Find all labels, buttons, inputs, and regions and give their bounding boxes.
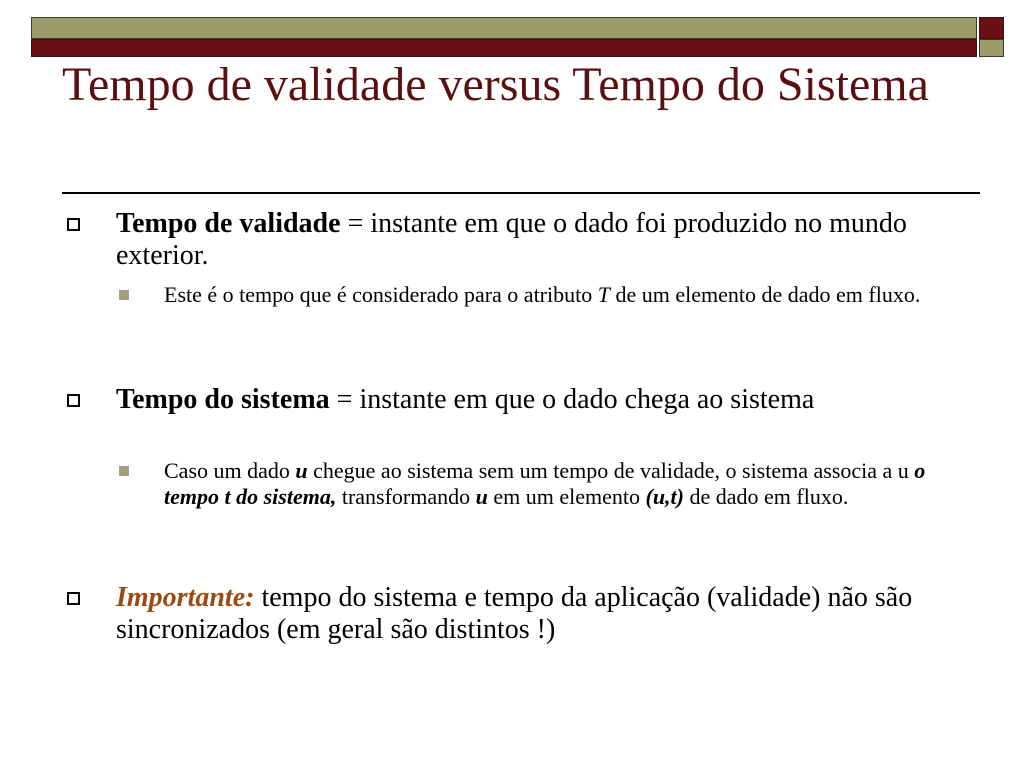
sub-bullet-atributo-t bbox=[164, 282, 969, 308]
important-label: Importante: bbox=[116, 582, 255, 613]
hollow-square-bullet-icon bbox=[67, 394, 80, 407]
title-divider bbox=[62, 192, 980, 194]
bullet-tempo-do-sistema bbox=[116, 384, 966, 416]
sub-bullet-text: chegue ao sistema sem um tempo de validade, o sistema associa a u bbox=[307, 458, 915, 483]
bullet-tempo-de-validade bbox=[116, 208, 966, 272]
decorative-olive-square bbox=[979, 39, 1004, 57]
decorative-maroon-bar bbox=[31, 39, 977, 57]
bullet-term: Tempo de validade bbox=[116, 208, 341, 239]
bullet-term: Tempo do sistema bbox=[116, 384, 330, 415]
sub-bullet-text: de um elemento de dado em fluxo. bbox=[610, 282, 921, 307]
sub-bullet-text: Caso um dado bbox=[164, 458, 296, 483]
hollow-square-bullet-icon bbox=[67, 218, 80, 231]
bullet-importante bbox=[116, 582, 966, 646]
decorative-olive-bar bbox=[31, 17, 977, 39]
sub-bullet-text: transformando bbox=[336, 484, 476, 509]
hollow-square-bullet-icon bbox=[67, 592, 80, 605]
bullet-definition: = instante em que o dado foi produzido no mundo exterior. bbox=[116, 208, 907, 271]
slide-title: Tempo de validade versus Tempo do Sistema bbox=[62, 58, 929, 111]
filled-square-bullet-icon bbox=[119, 290, 129, 300]
sub-bullet-text: de dado em fluxo. bbox=[684, 484, 849, 509]
var-u: u bbox=[295, 458, 308, 483]
filled-square-bullet-icon bbox=[119, 466, 129, 476]
sub-bullet-text: em um elemento bbox=[487, 484, 646, 509]
decorative-maroon-square bbox=[979, 17, 1004, 39]
bullet-definition: tempo do sistema e tempo da aplicação (validade) não são sincronizados (em geral são distintos !) bbox=[116, 582, 913, 645]
bullet-definition: = instante em que o dado chega ao sistema bbox=[329, 384, 815, 415]
sub-bullet-associacao-tempo bbox=[164, 458, 969, 510]
pair-ut: (u,t) bbox=[645, 484, 684, 509]
sub-bullet-text: Este é o tempo que é considerado para o atributo bbox=[164, 282, 598, 307]
var-u: u bbox=[475, 484, 488, 509]
emphasis-tempo-t: o tempo t do sistema, bbox=[164, 458, 926, 509]
attribute-t: T bbox=[597, 282, 610, 307]
